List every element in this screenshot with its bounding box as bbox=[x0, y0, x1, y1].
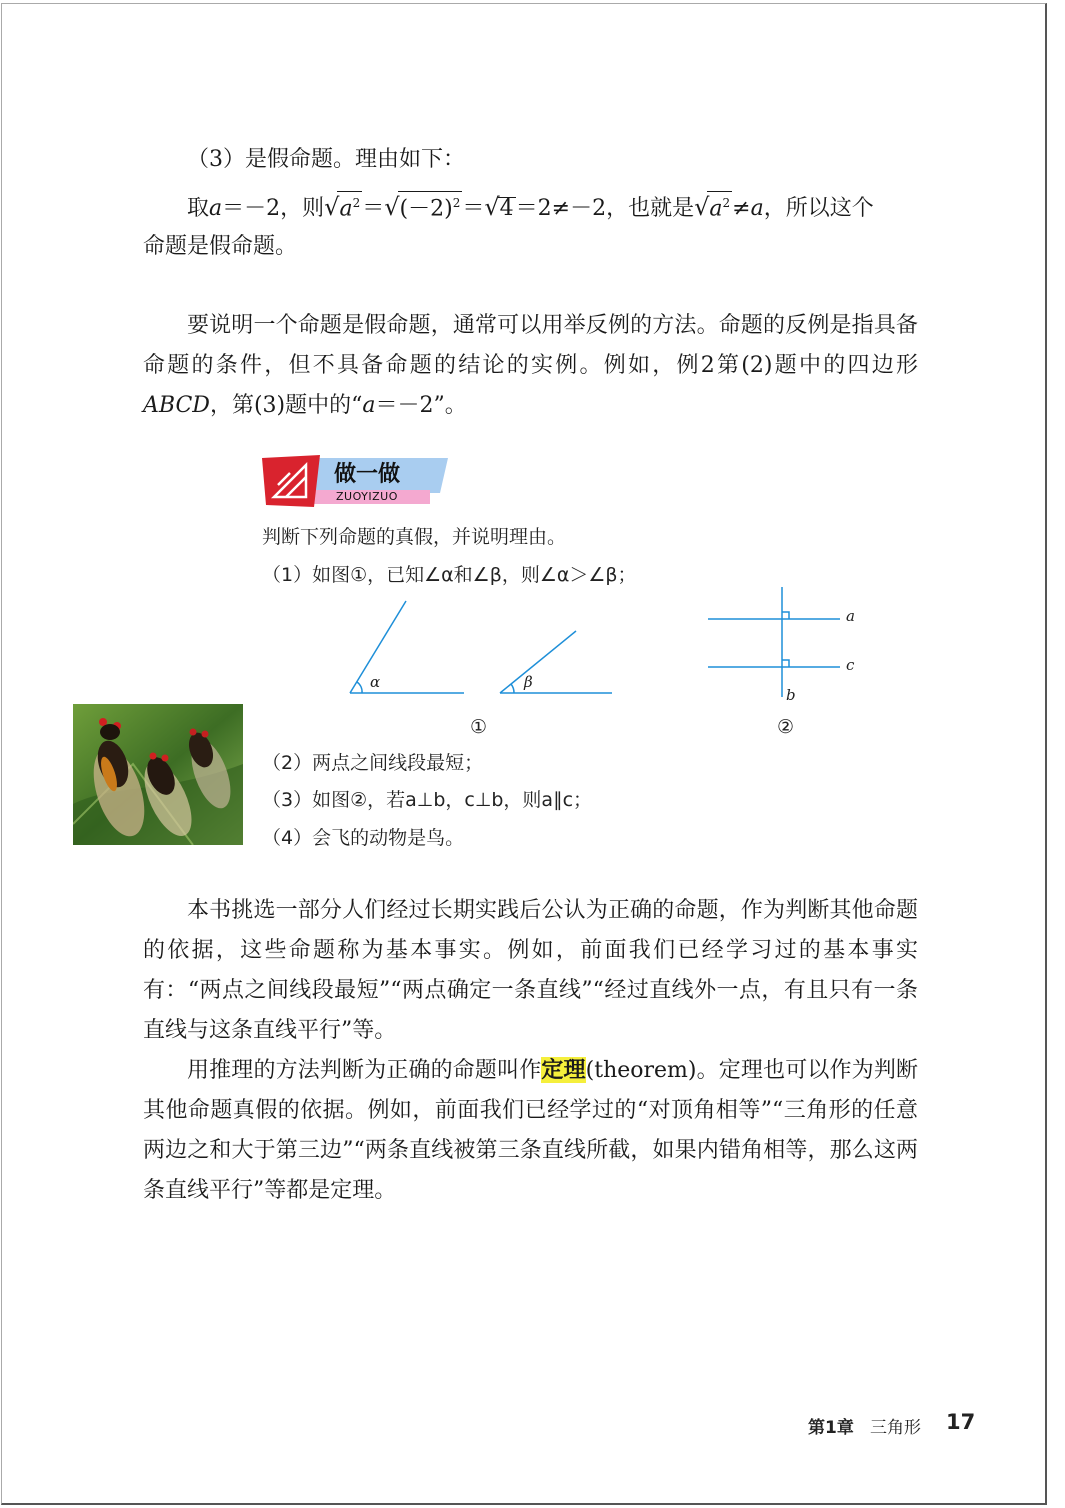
activity-q2: （2）两点之间线段最短； bbox=[262, 752, 484, 774]
alpha-label: α bbox=[370, 673, 381, 691]
figure-2-label: ② bbox=[777, 716, 795, 738]
activity-q3: （3）如图②，若a⊥b，c⊥b，则a∥c； bbox=[262, 789, 593, 811]
activity-badge bbox=[262, 455, 448, 507]
angle-beta-arc bbox=[511, 684, 514, 693]
para1-line2: 取a＝－2，则$√a^2=√(-2)^2=√4=2\ne-2$，也就是$√a^2\ne a$，所以这个 bbox=[143, 187, 918, 229]
para2: 要说明一个命题是假命题，通常可以用举反例的方法。命题的反例是指具备命题的条件，但不具备命题的结论的实例。例如，例2第(2)题中的四边形ABCD，第(3)题中的“a＝－2”。 bbox=[143, 313, 918, 418]
activity-title: 做一做 bbox=[334, 462, 401, 487]
beta-label: β bbox=[524, 673, 533, 691]
label-c: c bbox=[846, 656, 855, 674]
para3: 本书挑选一部分人们经过长期实践后公认为正确的命题，作为判断其他命题的依据，这些命题称为基本事实。例如，前面我们已经学习过的基本事实有：“两点之间线段最短”“两点确定一条直线”“经过直线外一点，有且只有一条直线与这条直线平行”等。 bbox=[143, 898, 918, 1043]
activity-subtitle: ZUOYIZUO bbox=[336, 490, 398, 503]
label-b: b bbox=[786, 686, 796, 704]
para1-line3: 命题是假命题。 bbox=[143, 234, 298, 259]
figure-1-label: ① bbox=[470, 716, 488, 738]
cicada-photo bbox=[73, 704, 243, 845]
term-theorem: 定理 bbox=[541, 1057, 586, 1083]
activity-q4: （4）会飞的动物是鸟。 bbox=[262, 827, 465, 849]
figure-1-angles bbox=[340, 595, 630, 745]
activity-prompt: 判断下列命题的真假，并说明理由。 bbox=[262, 526, 567, 548]
label-a: a bbox=[846, 607, 855, 625]
figure-2-perpendiculars bbox=[700, 585, 870, 745]
angle-alpha-arc bbox=[357, 682, 362, 693]
page-number: 17 bbox=[946, 1410, 976, 1434]
right-angle-mark-a bbox=[782, 612, 789, 619]
footer-title: 三角形 bbox=[870, 1418, 921, 1438]
para4: 用推理的方法判断为正确的命题叫作定理(theorem)。定理也可以作为判断其他命题真假的依据。例如，前面我们已经学过的“对顶角相等”“三角形的任意两边之和大于第三边”“两条直线被第三条直线所截，如果内错角相等，那么这两条直线平行”等都是定理。 bbox=[143, 1057, 918, 1203]
footer-chapter: 第1章 bbox=[808, 1418, 854, 1438]
para1-line1: （3）是假命题。理由如下： bbox=[187, 147, 465, 172]
right-angle-mark-c bbox=[782, 660, 789, 667]
activity-q1: （1）如图①，已知∠α和∠β，则∠α＞∠β； bbox=[262, 564, 637, 586]
